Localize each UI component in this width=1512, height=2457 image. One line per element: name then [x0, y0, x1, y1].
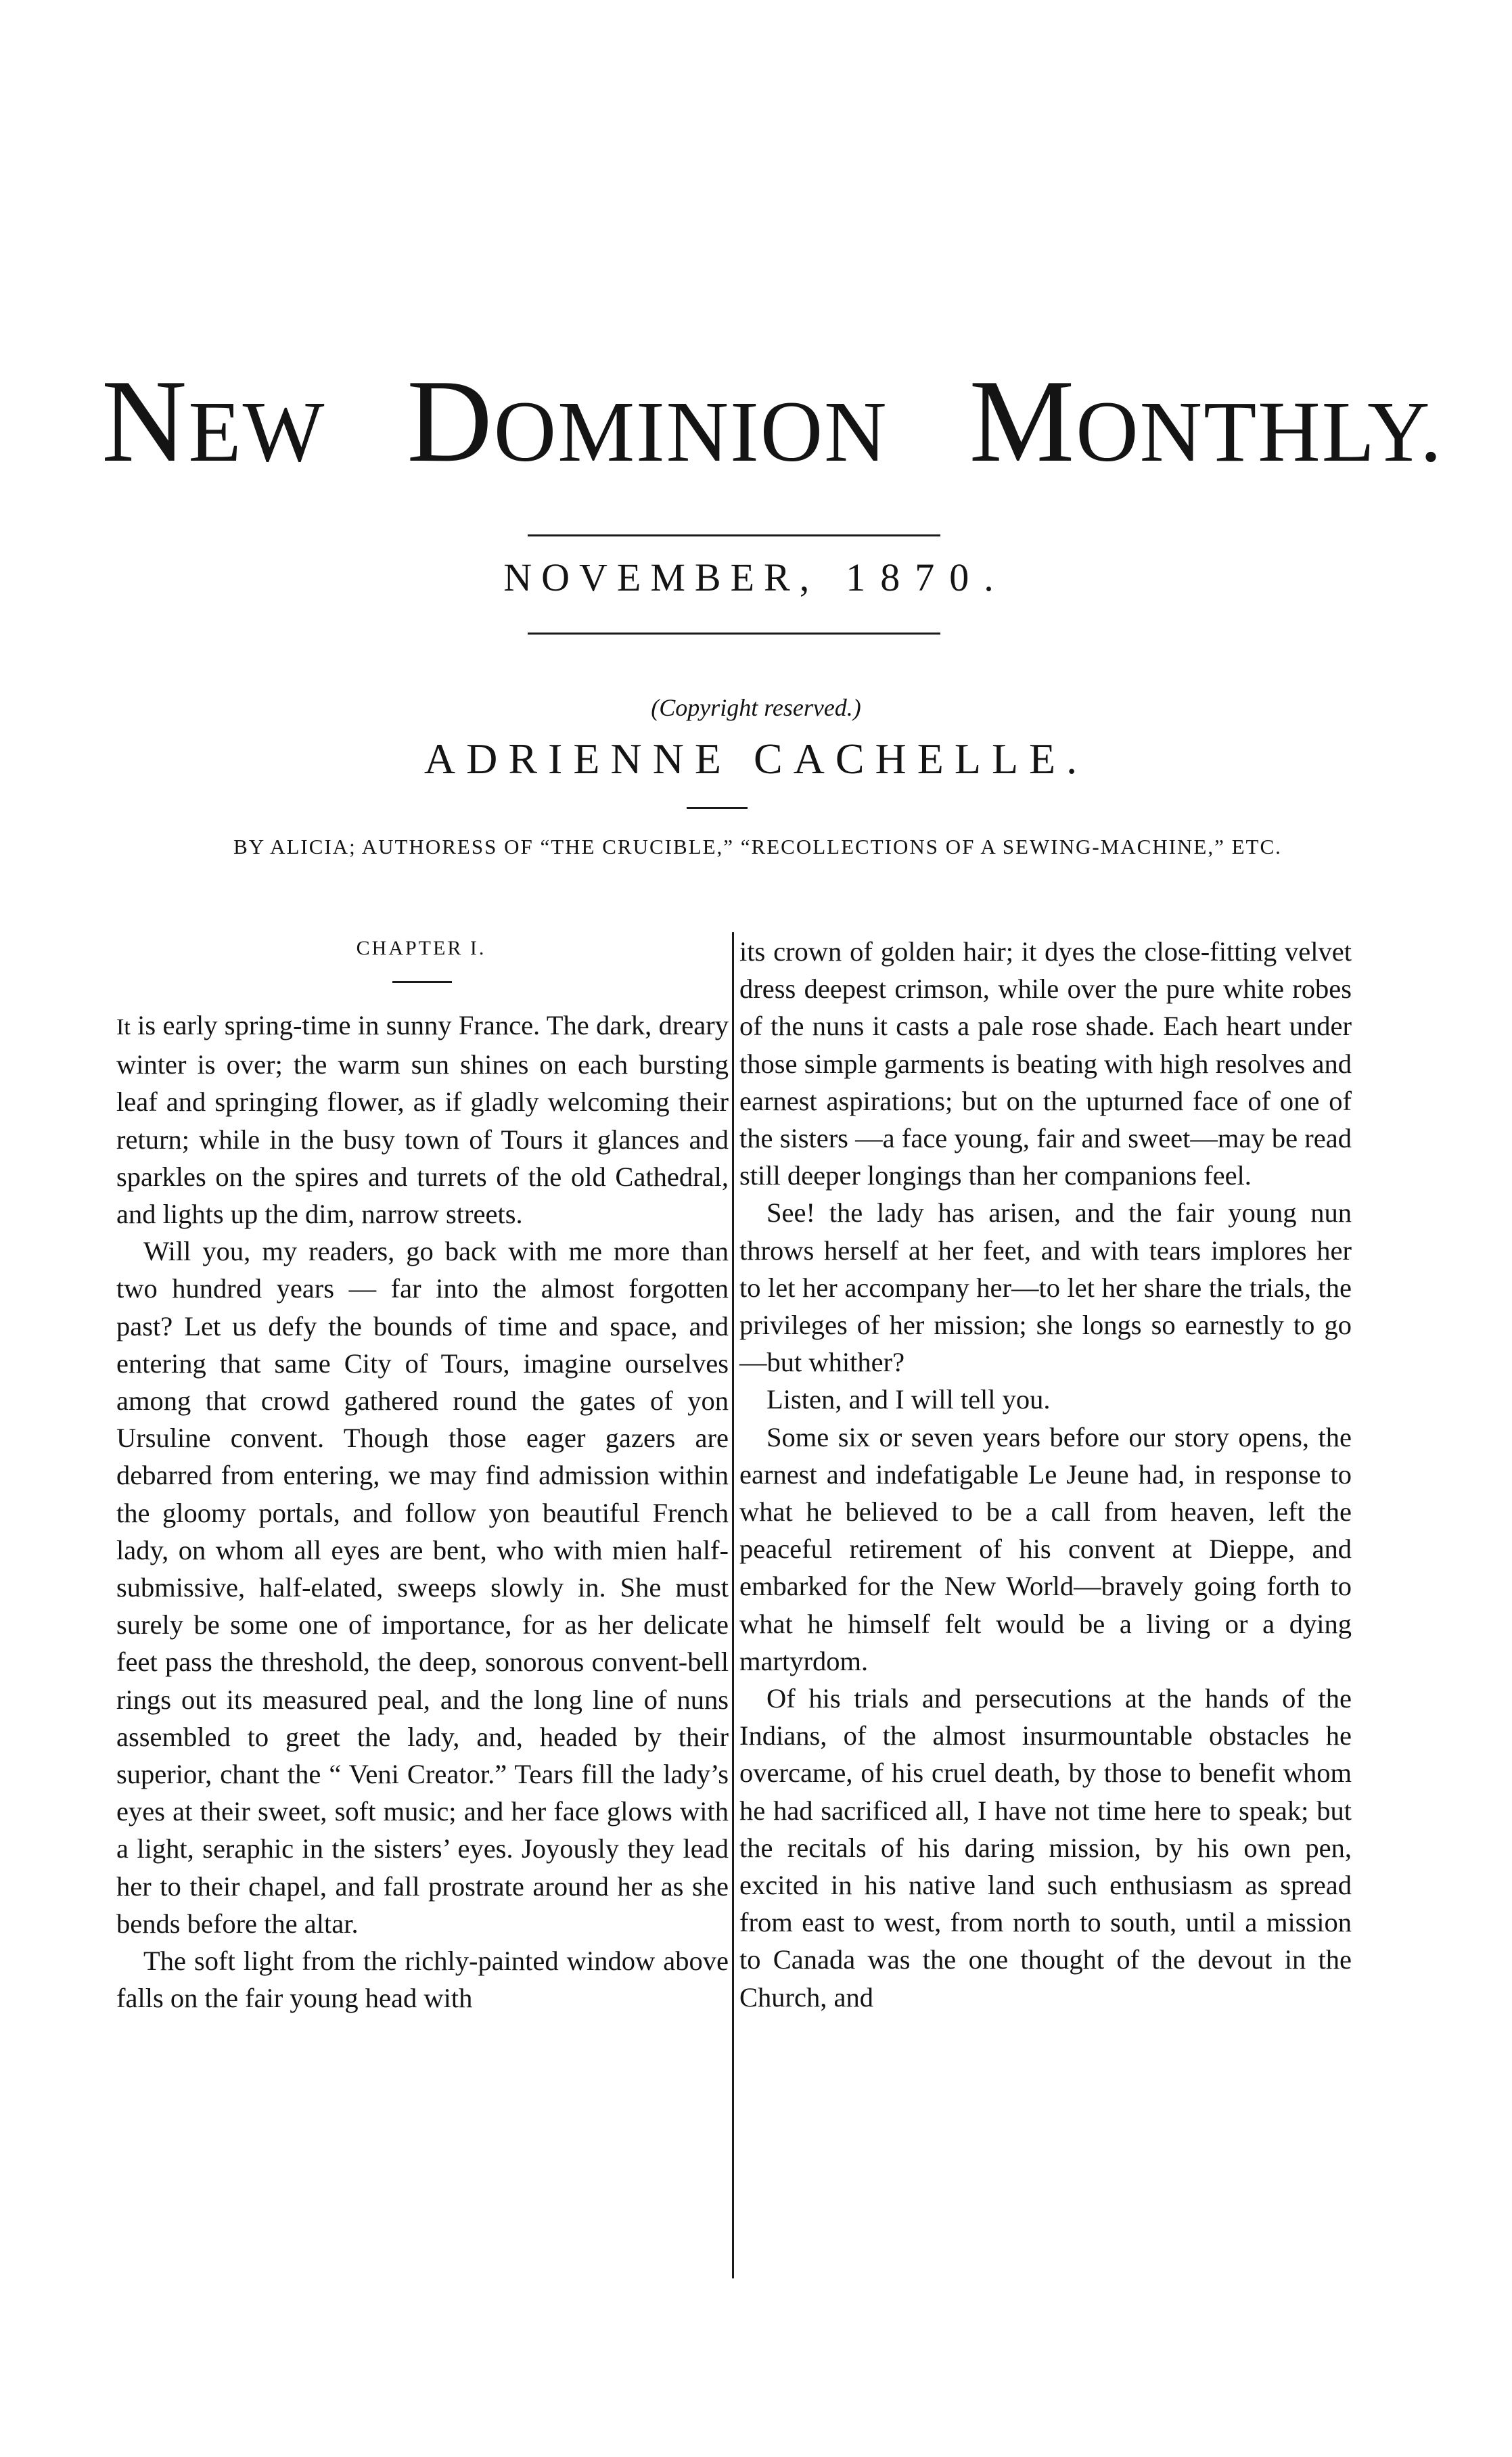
paragraph: The soft light from the richly-painted window above falls on the fair young head with	[116, 1946, 729, 2014]
masthead-title	[101, 355, 1444, 486]
rule-above-date	[528, 534, 940, 536]
masthead-rest: OMINION	[493, 384, 888, 480]
masthead-word-monthly	[969, 355, 1444, 486]
left-column	[116, 1007, 729, 2017]
paragraph: See! the lady has arisen, and the fair young nun throws herself at her feet, and with tears implores her to let her accompany her—to let her share the trials, the privileges of her mission; she longs so earnestly to go—but whither?	[739, 1197, 1352, 1378]
rule-below-date	[528, 633, 940, 635]
masthead-word-new	[101, 355, 326, 486]
copyright-notice: (Copyright reserved.)	[651, 694, 861, 721]
masthead-rest: ONTHLY.	[1076, 384, 1444, 480]
rule-below-title	[687, 807, 748, 809]
masthead-rest: EW	[188, 384, 326, 480]
story-title: ADRIENNE CACHELLE.	[423, 735, 1089, 783]
paragraph: Will you, my readers, go back with me more than two hundred years — far into the almost forgotten past? Let us defy the bounds of time and space, and entering that same City of Tours, imagine ourselves among that crowd gathered round the gates of yon Ursuline convent. Though those eager gazers are debarred from entering, we may find admission within the gloomy portals, and follow yon beautiful French lady, on whom all eyes are bent, who with mien half-submissive, half-elated, sweeps slowly in. She must surely be some one of importance, for as her delicate feet pass the threshold, the deep, sonorous convent-bell rings out its measured peal, and the long line of nuns assembled to greet the lady, and, headed by their superior, chant the “ Veni Creator.” Tears fill the lady’s eyes at their sweet, soft music; and her face glows with a light, seraphic in the sisters’ eyes. Joyously they lead her to their chapel, and fall prostrate around her as she bends before the altar.	[116, 1236, 729, 1939]
chapter-heading: CHAPTER I.	[356, 937, 486, 959]
paragraph: its crown of golden hair; it dyes the close-fitting velvet dress deepest crimson, while over the pure white robes of the nuns it casts a pale rose shade. Each heart under those simple garments is beating with high resolves and earnest aspirations; but on the upturned face of one of the sisters —a face young, fair and sweet—may be read still deeper longings than her companions feel.	[739, 936, 1352, 1191]
masthead-word-dominion	[407, 355, 888, 486]
paragraph-text: is early spring-time in sunny France. The dark, dreary winter is over; the warm sun shines on each bursting leaf and springing flower, as if gladly welcoming their return; while in the busy town of Tours it glances and sparkles on the spires and turrets of the old Cathedral, and lights up the dim, narrow streets.	[116, 1010, 729, 1230]
masthead-initial: M	[969, 355, 1076, 486]
paragraph	[116, 1007, 729, 1233]
byline: BY ALICIA; AUTHORESS OF “THE CRUCIBLE,” “RECOLLECTIONS OF A SEWING-MACHINE,” ETC.	[233, 835, 1282, 858]
masthead-initial: D	[407, 355, 494, 486]
issue-year: 1870.	[846, 555, 1009, 599]
paragraph: Of his trials and persecutions at the hands of the Indians, of the almost insurmountable obstacles he overcame, of his cruel death, by those to benefit whom he had sacrificed all, I have not time here to speak; but the recitals of his daring mission, by his own pen, excited in his native land such enthusiasm as spread from east to west, from north to south, until a mission to Canada was the one thought of the devout in the Church, and	[739, 1683, 1352, 2013]
lead-word: It	[116, 1015, 131, 1040]
paragraph: Some six or seven years before our story opens, the earnest and indefatigable Le Jeune had, in response to what he believed to be a call from heaven, left the peaceful retirement of his convent at Dieppe, and embarked for the New World—bravely going forth to what he himself felt would be a living or a dying martyrdom.	[739, 1421, 1352, 1676]
rule-below-chapter	[392, 981, 452, 983]
right-column	[739, 933, 1352, 2016]
masthead-initial: N	[101, 355, 189, 486]
issue-date	[0, 555, 1512, 600]
issue-month: NOVEMBER,	[503, 555, 819, 599]
column-divider	[732, 932, 734, 2278]
paragraph: Listen, and I will tell you.	[766, 1384, 1051, 1415]
